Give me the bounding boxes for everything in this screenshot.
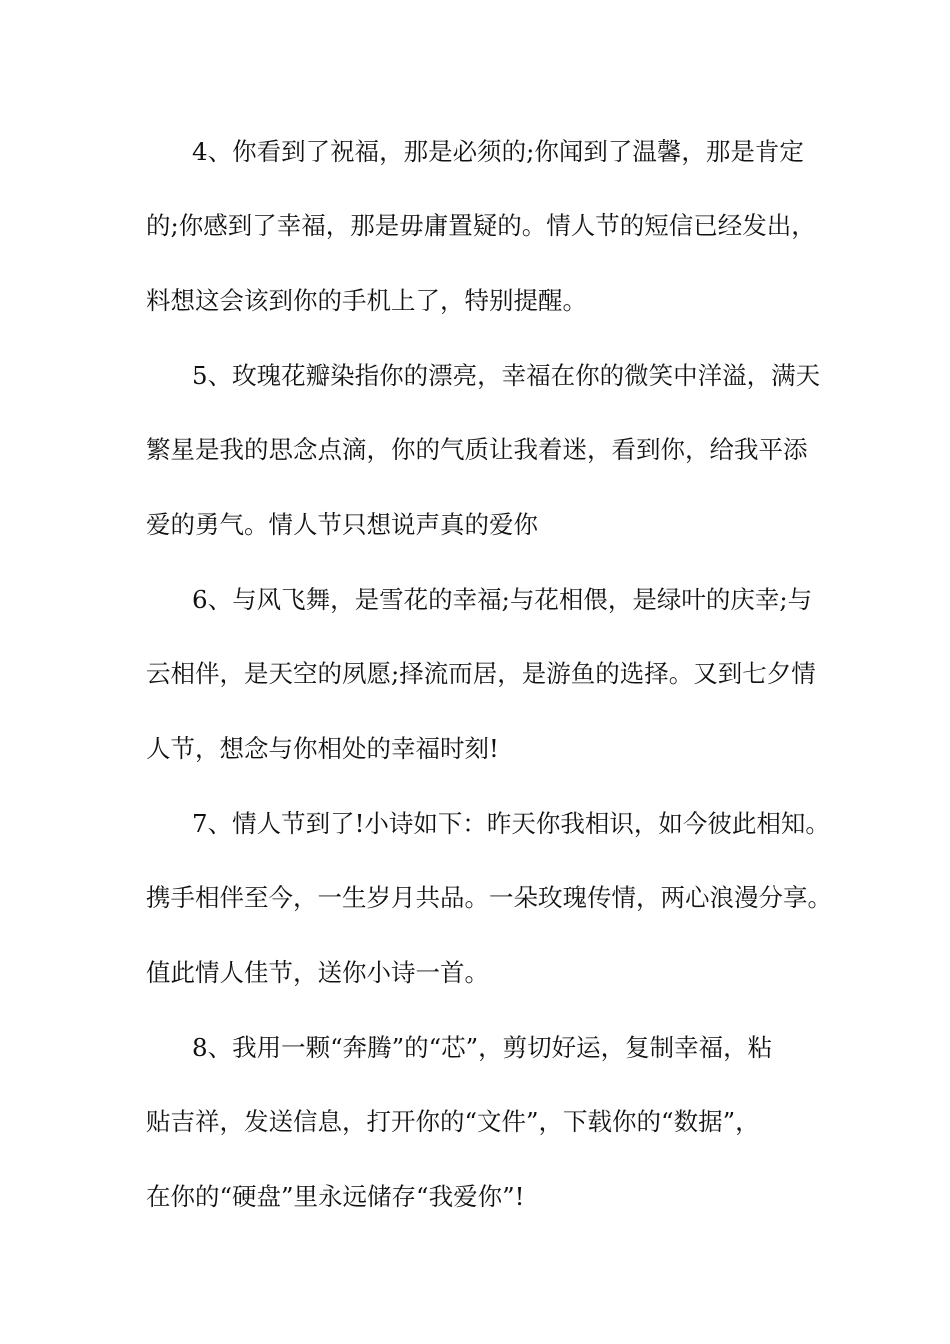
paragraph-7-line-3: 值此情人佳节，送你小诗一首。 (146, 958, 489, 987)
paragraph-8-line-3: 在你的“硬盘”里永远储存“我爱你”! (146, 1182, 525, 1211)
paragraph-4-line-3: 料想这会该到你的手机上了，特别提醒。 (146, 286, 587, 315)
paragraph-5-line-2: 繁星是我的思念点滴，你的气质让我着迷，看到你，给我平添 (146, 435, 808, 464)
paragraph-8-line-1: 8、我用一颗“奔腾”的“芯”，剪切好运，复制幸福，粘 (192, 1033, 773, 1062)
paragraph-8-line-2: 贴吉祥，发送信息，打开你的“文件”，下载你的“数据”， (146, 1107, 760, 1136)
paragraph-4-line-1: 4、你看到了祝福，那是必须的;你闻到了温馨，那是肯定 (192, 137, 804, 166)
paragraph-6-line-3: 人节，想念与你相处的幸福时刻! (146, 734, 499, 763)
paragraph-4-line-2: 的;你感到了幸福，那是毋庸置疑的。情人节的短信已经发出， (146, 211, 816, 240)
paragraph-6-line-1: 6、与风飞舞，是雪花的幸福;与花相偎，是绿叶的庆幸;与 (192, 585, 813, 614)
paragraph-7-line-1: 7、情人节到了!小诗如下：昨天你我相识，如今彼此相知。 (192, 809, 830, 838)
paragraph-6-line-2: 云相伴，是天空的夙愿;择流而居，是游鱼的选择。又到七夕情 (146, 659, 816, 688)
paragraph-5-line-1: 5、玫瑰花瓣染指你的漂亮，幸福在你的微笑中洋溢，满天 (192, 361, 821, 390)
paragraph-7-line-2: 携手相伴至今，一生岁月共品。一朵玫瑰传情，两心浪漫分享。 (146, 883, 832, 912)
paragraph-5-line-3: 爱的勇气。情人节只想说声真的爱你 (146, 510, 538, 539)
